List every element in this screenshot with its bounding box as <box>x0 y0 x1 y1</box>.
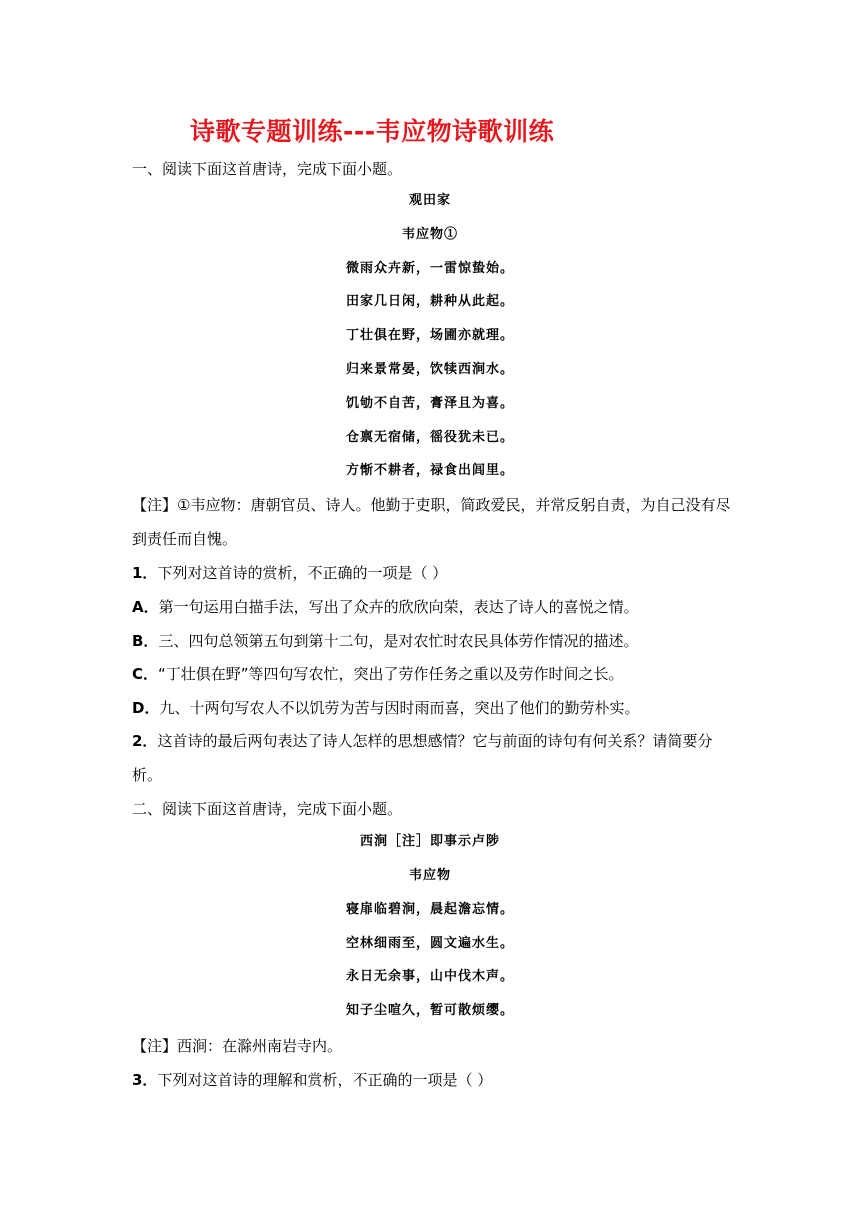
poem1-line: 饥劬不自苦，膏泽且为喜。 <box>345 396 514 411</box>
poem2-line: 空林细雨至，圆文遍水生。 <box>345 936 514 951</box>
option-text: “丁壮俱在野”等四句写农忙，突出了劳作任务之重以及劳作时间之长。 <box>158 665 624 683</box>
poem2-note: 【注】西涧：在滁州南岩寺内。 <box>132 1037 343 1055</box>
question-number: 1． <box>132 564 158 582</box>
option-letter: C． <box>132 665 159 683</box>
poem2-author: 韦应物 <box>408 868 451 883</box>
poem1-author: 韦应物① <box>401 227 458 242</box>
poem1-note: 【注】①韦应物：唐朝官员、诗人。他勤于吏职，简政爱民，并常反躬自责，为自己没有尽到责任而自愧。 <box>132 496 731 548</box>
option-c <box>132 663 624 685</box>
poem1-line: 田家几日闲，耕种从此起。 <box>345 294 514 309</box>
poem2-title: 西涧［注］即事示卢陟 <box>359 834 500 849</box>
option-text: 三、四句总领第五句到第十二句，是对农忙时农民具体劳作情况的描述。 <box>158 632 639 650</box>
poem1-line: 归来景常晏，饮犊西涧水。 <box>345 362 514 377</box>
poem1-line: 微雨众卉新，一雷惊蛰始。 <box>345 261 514 276</box>
section1-heading: 一、阅读下面这首唐诗，完成下面小题。 <box>132 160 403 178</box>
option-a <box>132 596 639 618</box>
poem2-line: 永日无余事，山中伐木声。 <box>345 969 514 984</box>
question-2 <box>132 725 732 792</box>
question-text: 下列对这首诗的赏析，不正确的一项是（ ） <box>157 564 448 582</box>
option-letter: A． <box>132 598 159 616</box>
question-3 <box>132 1069 492 1091</box>
option-letter: B． <box>132 632 159 650</box>
poem1-line: 方惭不耕者，禄食出闾里。 <box>345 463 514 478</box>
option-b <box>132 630 638 652</box>
section2-heading: 二、阅读下面这首唐诗，完成下面小题。 <box>132 800 403 818</box>
document-title: 诗歌专题训练---韦应物诗歌训练 <box>190 117 555 146</box>
poem2-line: 寝扉临碧涧，晨起澹忘情。 <box>345 902 514 917</box>
question-number: 2． <box>132 732 158 750</box>
poem1-line: 仓禀无宿储，徭役犹未已。 <box>345 430 514 445</box>
option-letter: D． <box>132 699 160 717</box>
option-text: 九、十两句写农人不以饥劳为苦与因时雨而喜，突出了他们的勤劳朴实。 <box>159 699 640 717</box>
question-text: 这首诗的最后两句表达了诗人怎样的思想感情？它与前面的诗句有何关系？请简要分析。 <box>132 732 713 784</box>
poem1-line: 丁壮俱在野，场圃亦就理。 <box>345 328 514 343</box>
option-d <box>132 697 639 719</box>
poem2-line: 知子尘喧久，暂可散烦缨。 <box>345 1003 514 1018</box>
question-1 <box>132 562 447 584</box>
poem1-title: 观田家 <box>408 193 451 208</box>
question-number: 3． <box>132 1071 158 1089</box>
option-text: 第一句运用白描手法，写出了众卉的欣欣向荣，表达了诗人的喜悦之情。 <box>158 598 639 616</box>
question-text: 下列对这首诗的理解和赏析，不正确的一项是（ ） <box>157 1071 493 1089</box>
